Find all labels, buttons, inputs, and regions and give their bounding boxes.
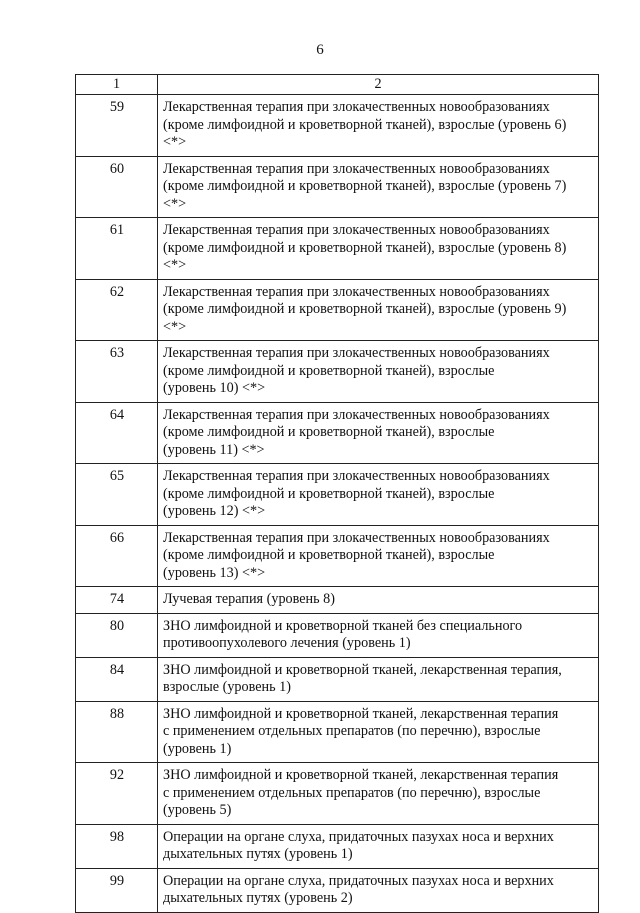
table-body xyxy=(76,75,599,913)
document-table xyxy=(75,74,599,913)
description-line: (кроме лимфоидной и кроветворной тканей), взрослые (уровень 9) xyxy=(163,301,567,317)
row-description-cell xyxy=(158,587,599,614)
description-line: (уровень 12) <*> xyxy=(163,503,266,519)
description-line: <*> xyxy=(163,318,187,335)
row-number-cell: 62 xyxy=(76,279,158,341)
description-line: Лекарственная терапия при злокачественных новообразованиях xyxy=(163,345,550,361)
row-description-cell xyxy=(158,763,599,825)
row-description-cell xyxy=(158,279,599,341)
description-line: Лекарственная терапия при злокачественных новообразованиях xyxy=(163,222,550,238)
description-line: ЗНО лимфоидной и кроветворной тканей без специального xyxy=(163,617,523,634)
description-line: (уровень 13) <*> xyxy=(163,564,266,581)
table-row xyxy=(76,824,599,868)
description-line: Лекарственная терапия при злокачественных новообразованиях xyxy=(163,406,550,423)
description-line: (уровень 5) xyxy=(163,802,232,818)
description-line: (кроме лимфоидной и кроветворной тканей), взрослые (уровень 6) xyxy=(163,116,567,133)
description-line: Лекарственная терапия при злокачественных новообразованиях xyxy=(163,99,550,115)
row-number-cell: 74 xyxy=(76,587,158,614)
description-line: Лекарственная терапия при злокачественных новообразованиях xyxy=(163,283,550,300)
description-line: (кроме лимфоидной и кроветворной тканей), взрослые xyxy=(163,362,495,379)
row-description-cell xyxy=(158,613,599,657)
description-line: ЗНО лимфоидной и кроветворной тканей, лекарственная терапия xyxy=(163,705,559,722)
table-row xyxy=(76,587,599,614)
table-row xyxy=(76,95,599,157)
row-description-cell xyxy=(158,464,599,526)
description-line: Лекарственная терапия при злокачественных новообразованиях xyxy=(163,160,550,177)
row-description-cell xyxy=(158,218,599,280)
row-number-cell: 80 xyxy=(76,613,158,657)
table-row xyxy=(76,218,599,280)
description-line: (кроме лимфоидной и кроветворной тканей), взрослые xyxy=(163,424,495,440)
row-number-cell: 98 xyxy=(76,824,158,868)
table-row xyxy=(76,701,599,763)
row-description-cell xyxy=(158,701,599,763)
row-number-cell: 88 xyxy=(76,701,158,763)
description-line: (кроме лимфоидной и кроветворной тканей), взрослые (уровень 8) xyxy=(163,239,567,256)
row-description-cell xyxy=(158,657,599,701)
table-header-row xyxy=(76,75,599,95)
description-line: дыхательных путях (уровень 2) xyxy=(163,890,353,906)
row-description-cell xyxy=(158,402,599,464)
table-row xyxy=(76,402,599,464)
table-row xyxy=(76,613,599,657)
header-cell-name: 2 xyxy=(158,75,599,95)
description-line: с применением отдельных препаратов (по перечню), взрослые xyxy=(163,723,541,739)
table-row xyxy=(76,525,599,587)
header-cell-number: 1 xyxy=(76,75,158,95)
row-number-cell: 64 xyxy=(76,402,158,464)
description-line: (уровень 11) <*> xyxy=(163,441,265,458)
page-number: 6 xyxy=(316,42,324,58)
row-description-cell xyxy=(158,868,599,912)
table-row xyxy=(76,341,599,403)
row-number-cell: 84 xyxy=(76,657,158,701)
description-line: (кроме лимфоидной и кроветворной тканей), взрослые (уровень 7) xyxy=(163,178,567,194)
row-description-cell xyxy=(158,525,599,587)
row-description-cell xyxy=(158,341,599,403)
row-number-cell: 66 xyxy=(76,525,158,587)
description-line: Лучевая терапия (уровень 8) xyxy=(163,591,335,607)
row-number-cell: 59 xyxy=(76,95,158,157)
row-number-cell: 65 xyxy=(76,464,158,526)
description-line: ЗНО лимфоидной и кроветворной тканей, лекарственная терапия xyxy=(163,767,559,783)
description-line: Операции на органе слуха, придаточных пазухах носа и верхних xyxy=(163,828,554,845)
description-line: противоопухолевого лечения (уровень 1) xyxy=(163,635,411,651)
description-line: Операции на органе слуха, придаточных пазухах носа и верхних xyxy=(163,872,554,889)
description-line: (уровень 10) <*> xyxy=(163,380,266,396)
table-row xyxy=(76,464,599,526)
table-row xyxy=(76,156,599,218)
table-row xyxy=(76,763,599,825)
row-description-cell xyxy=(158,824,599,868)
description-line: (кроме лимфоидной и кроветворной тканей), взрослые xyxy=(163,547,495,563)
description-line: ЗНО лимфоидной и кроветворной тканей, лекарственная терапия, xyxy=(163,661,562,678)
description-line: <*> xyxy=(163,195,187,212)
description-line: <*> xyxy=(163,257,187,273)
table-row xyxy=(76,657,599,701)
description-line: дыхательных путях (уровень 1) xyxy=(163,846,353,862)
table-row xyxy=(76,868,599,912)
description-line: с применением отдельных препаратов (по перечню), взрослые xyxy=(163,784,541,801)
row-number-cell: 99 xyxy=(76,868,158,912)
description-line: (кроме лимфоидной и кроветворной тканей), взрослые xyxy=(163,485,495,502)
row-description-cell xyxy=(158,95,599,157)
row-number-cell: 63 xyxy=(76,341,158,403)
table-row xyxy=(76,279,599,341)
description-line: (уровень 1) xyxy=(163,740,232,757)
description-line: Лекарственная терапия при злокачественных новообразованиях xyxy=(163,529,550,546)
row-number-cell: 61 xyxy=(76,218,158,280)
row-description-cell xyxy=(158,156,599,218)
row-number-cell: 92 xyxy=(76,763,158,825)
description-line: взрослые (уровень 1) xyxy=(163,679,291,695)
description-line: Лекарственная терапия при злокачественных новообразованиях xyxy=(163,468,550,484)
description-line: <*> xyxy=(163,134,187,150)
row-number-cell: 60 xyxy=(76,156,158,218)
